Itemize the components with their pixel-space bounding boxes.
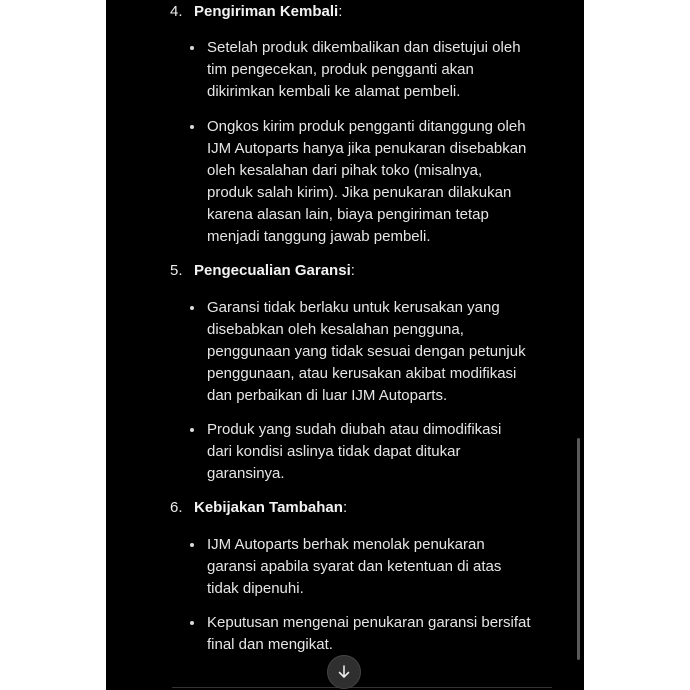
bullet-text-line: penggunaan yang tidak sesuai dengan petunjuk [207, 343, 526, 360]
bullet-text-line: dan perbaikan di luar IJM Autoparts. [207, 387, 448, 404]
section-heading [194, 497, 347, 519]
chat-screen [106, 0, 584, 690]
section-heading [194, 260, 355, 282]
bullet-text-line: IJM Autoparts hanya jika penukaran disebabkan [207, 140, 527, 157]
section-heading [194, 1, 342, 23]
divider [172, 687, 552, 688]
bullet-text-line: final dan mengikat. [207, 636, 333, 653]
bullet-dot-icon [190, 306, 194, 310]
bullet-text-line: dikirimkan kembali ke alamat pembeli. [207, 83, 461, 100]
bullet-text-line: karena alasan lain, biaya pengiriman tetap [207, 206, 489, 223]
bullet-text-line: Ongkos kirim produk pengganti ditanggung oleh [207, 118, 526, 135]
bullet-text-line: dari kondisi aslinya tidak dapat ditukar [207, 443, 461, 460]
bullet-text-line: oleh kesalahan dari pihak toko (misalnya, [207, 162, 483, 179]
scroll-to-bottom-button[interactable] [327, 655, 361, 689]
section-number: 6. [170, 499, 183, 516]
bullet-text-line: garansi apabila syarat dan ketentuan di atas [207, 558, 502, 575]
section-number: 5. [170, 262, 183, 279]
bullet-text-line: disebabkan oleh kesalahan pengguna, [207, 321, 464, 338]
section-heading-colon: : [342, 499, 348, 516]
section-number: 4. [170, 3, 183, 20]
bullet-text-line: menjadi tanggung jawab pembeli. [207, 228, 431, 245]
section-heading-bold: Pengiriman Kembali [194, 3, 339, 20]
section-heading-bold: Pengecualian Garansi [194, 262, 351, 279]
bullet-text-line: IJM Autoparts berhak menolak penukaran [207, 536, 485, 553]
bullet-text-line: produk salah kirim). Jika penukaran dilakukan [207, 184, 512, 201]
bullet-text-line: penggunaan, atau kerusakan akibat modifikasi [207, 365, 517, 382]
bullet-text-line: tidak dipenuhi. [207, 580, 304, 597]
section-heading-bold: Kebijakan Tambahan [194, 499, 343, 516]
scrollbar[interactable] [577, 438, 580, 660]
bullet-text-line: garansinya. [207, 465, 285, 482]
arrow-down-icon [336, 664, 352, 680]
bullet-dot-icon [190, 46, 194, 50]
bullet-text-line: Keputusan mengenai penukaran garansi bersifat [207, 614, 531, 631]
bullet-dot-icon [190, 543, 194, 547]
bullet-text-line: Garansi tidak berlaku untuk kerusakan yang [207, 299, 500, 316]
bullet-dot-icon [190, 621, 194, 625]
section-heading-colon: : [350, 262, 355, 279]
bullet-text-line: tim pengecekan, produk pengganti akan [207, 61, 474, 78]
section-heading-colon: : [338, 3, 343, 20]
bullet-text-line: Produk yang sudah diubah atau dimodifikasi [207, 421, 502, 438]
bullet-text-line: Setelah produk dikembalikan dan disetujui oleh [207, 39, 521, 56]
bullet-dot-icon [190, 428, 194, 432]
bullet-dot-icon [190, 125, 194, 129]
